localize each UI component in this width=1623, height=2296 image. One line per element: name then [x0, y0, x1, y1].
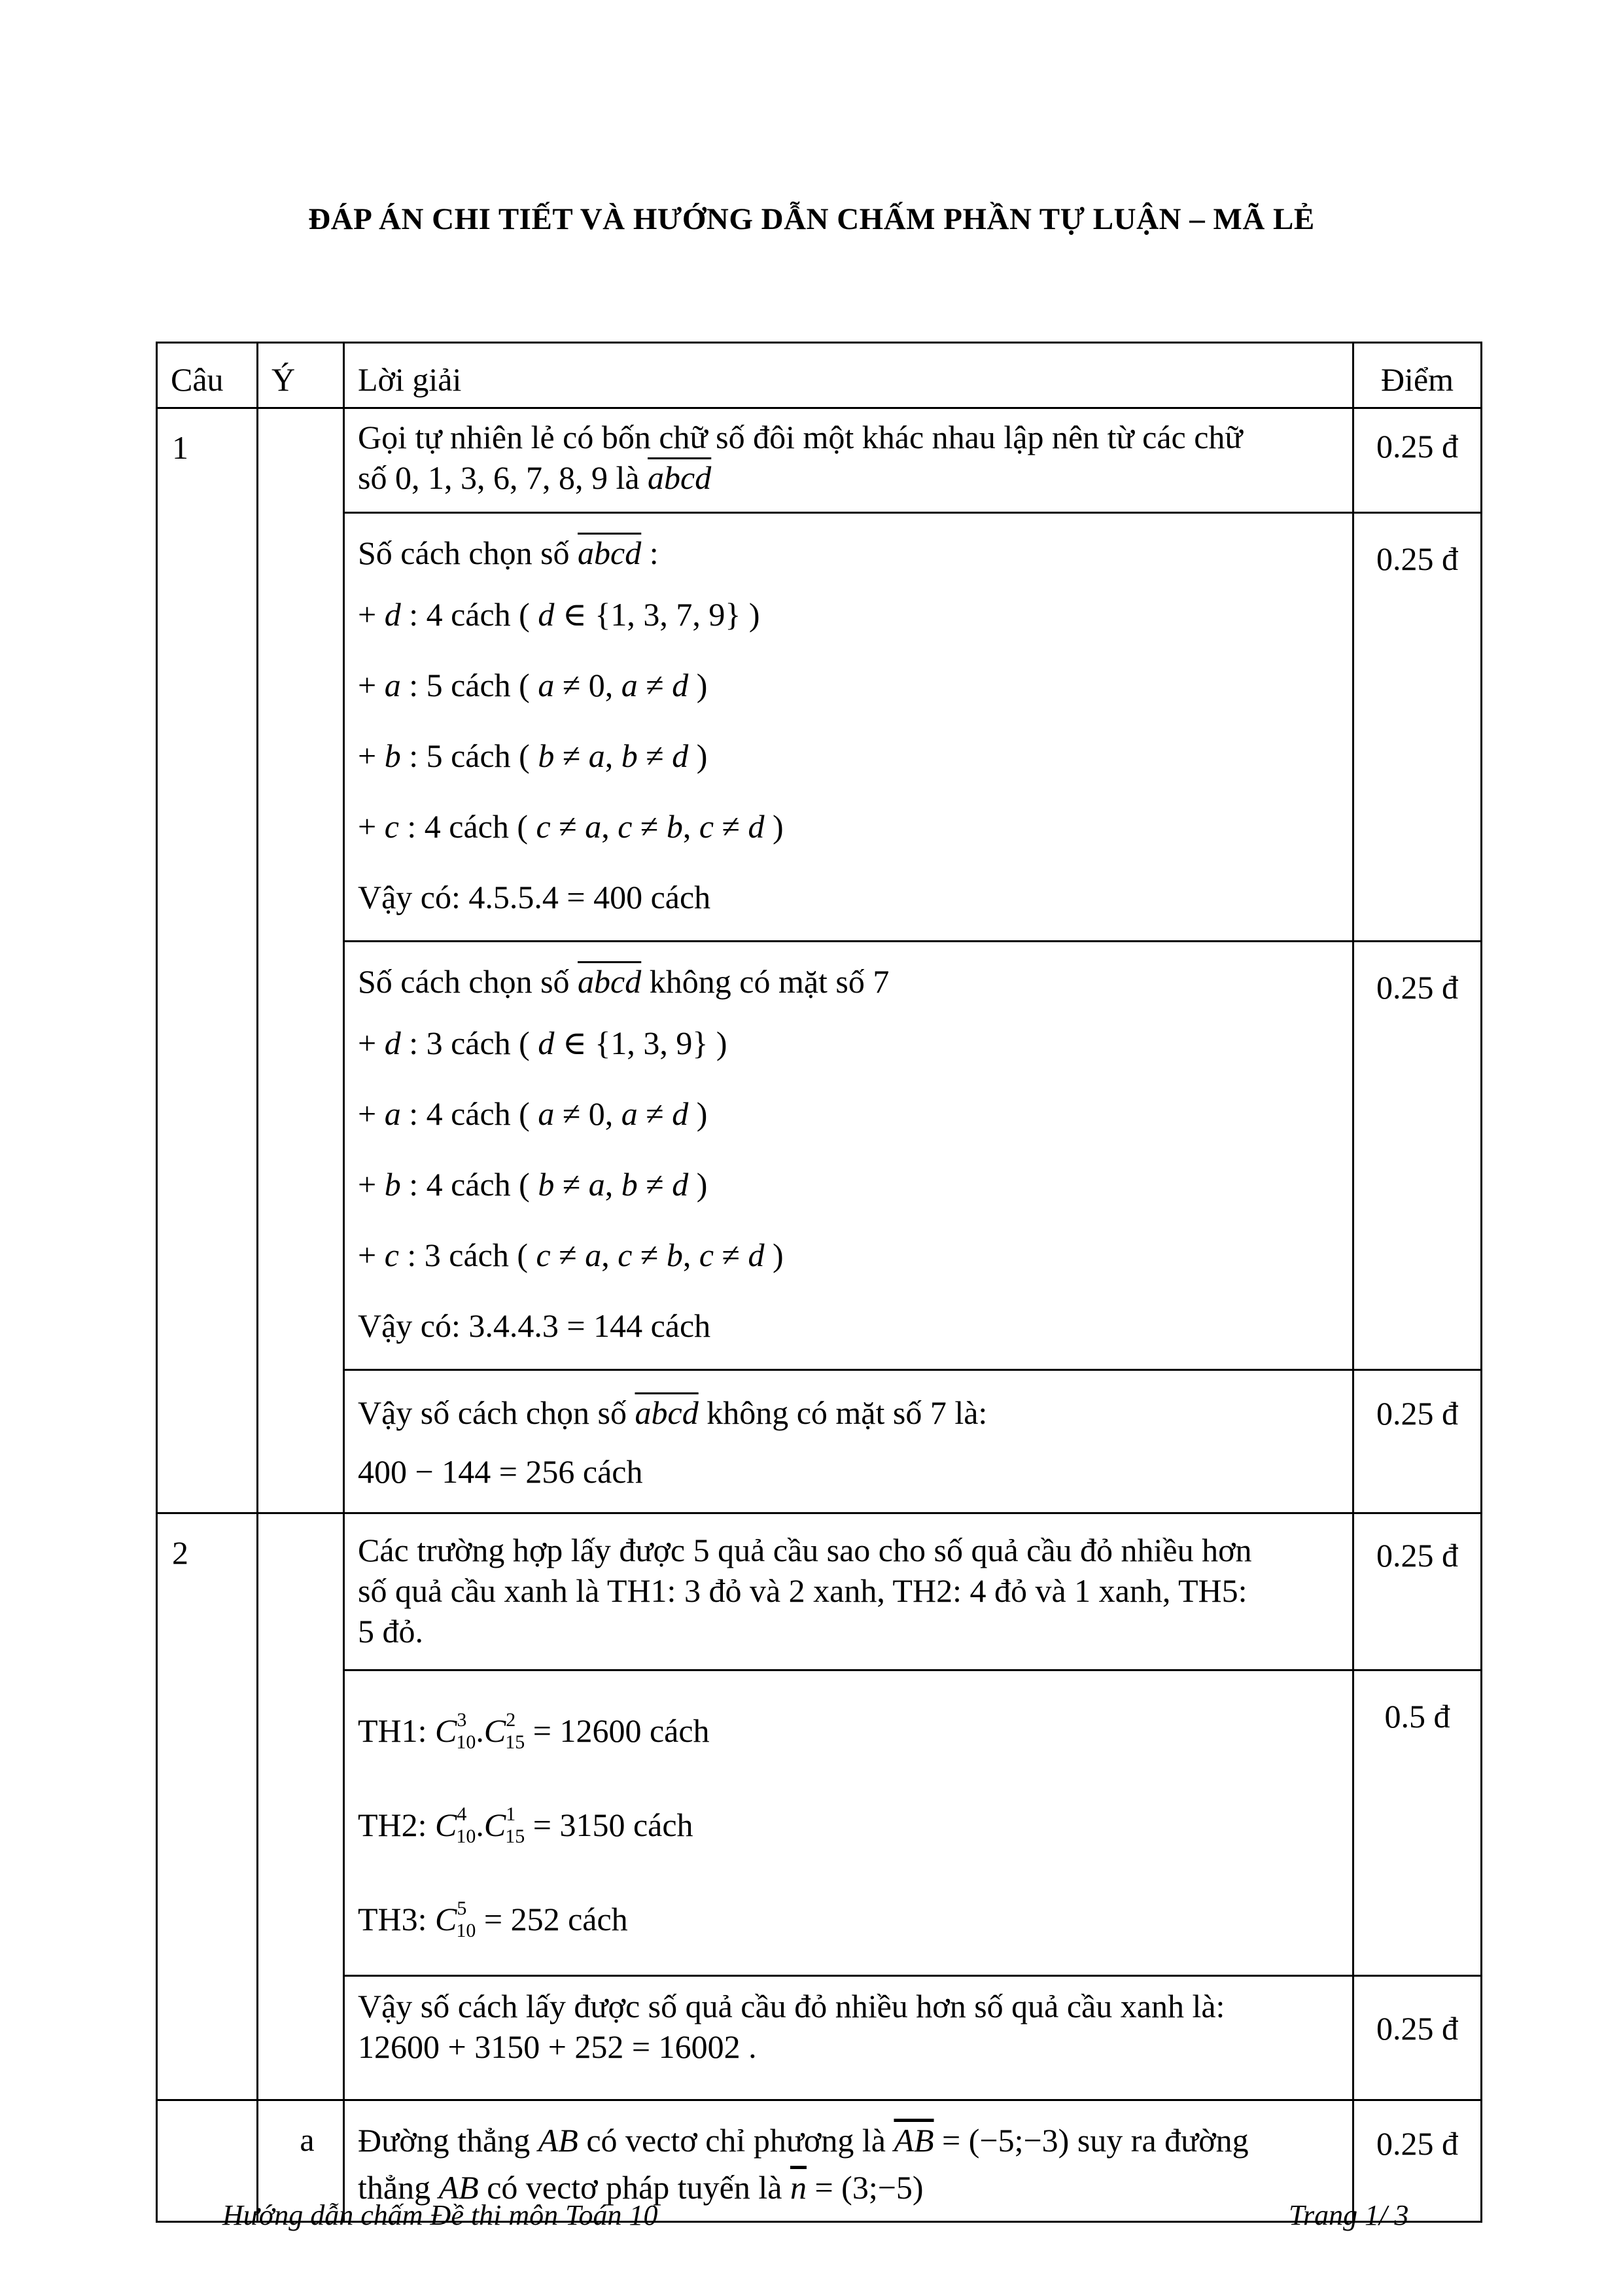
solution-line: TH1: $C^3_{10}.C^2_{15} = 12600$ cách: [358, 1709, 710, 1753]
footer-page-number: Trang 1/ 3: [1289, 2199, 1409, 2231]
solution-line: TH2: $C^4_{10}.C^1_{15} = 3150$ cách: [358, 1803, 693, 1847]
solution-line: + c : 4 cách ( c ≠ a, c ≠ b, c ≠ d ): [358, 808, 784, 845]
table-header-row: [157, 343, 1482, 408]
y-label: a: [258, 2100, 344, 2222]
y-label: [258, 408, 344, 1513]
solution-cell: [344, 513, 1353, 942]
solution-line: Số cách chọn số abcd :: [358, 535, 659, 571]
solution-cell: [344, 1976, 1353, 2100]
solution-line: + a : 5 cách ( a ≠ 0, a ≠ d ): [358, 667, 708, 703]
solution-line: 5 đỏ.: [358, 1613, 423, 1650]
solution-cell: [344, 408, 1353, 513]
score-cell: 0.25 đ: [1353, 513, 1482, 942]
solution-line: Vậy số cách lấy được số quả cầu đỏ nhiều hơn số quả cầu xanh là:: [358, 1988, 1225, 2024]
solution-line: Đường thẳng AB có vectơ chỉ phương là $\overline{AB}$ = (−5;−3) suy ra đường: [358, 2122, 1249, 2159]
solution-line: + c : 3 cách ( c ≠ a, c ≠ b, c ≠ d ): [358, 1237, 784, 1273]
solution-line: + d : 4 cách ( d ∈ {1, 3, 7, 9} ): [358, 596, 760, 633]
solution-line: 400 − 144 = 256 cách: [358, 1453, 643, 1490]
solution-line: + b : 5 cách ( b ≠ a, b ≠ d ): [358, 737, 708, 774]
header-cau: Câu: [157, 343, 258, 408]
header-loi-giai: Lời giải: [344, 343, 1353, 408]
score-cell: 0.25 đ: [1353, 1370, 1482, 1513]
score-cell: 0.25 đ: [1353, 2100, 1482, 2222]
solution-line: Vậy có: 3.4.4.3 = 144 cách: [358, 1307, 711, 1344]
score-cell: 0.25 đ: [1353, 1976, 1482, 2100]
table-row: [157, 513, 1482, 942]
table-row: [157, 1976, 1482, 2100]
solution-line: Các trường hợp lấy được 5 quả cầu sao cho số quả cầu đỏ nhiều hơn: [358, 1532, 1252, 1568]
solution-cell: [344, 942, 1353, 1370]
solution-line: + a : 4 cách ( a ≠ 0, a ≠ d ): [358, 1095, 708, 1132]
solution-cell: [344, 1670, 1353, 1976]
solution-line: + b : 4 cách ( b ≠ a, b ≠ d ): [358, 1166, 708, 1203]
solution-cell: [344, 1370, 1353, 1513]
score-cell: 0.5 đ: [1353, 1670, 1482, 1976]
table-row: [157, 1513, 1482, 1670]
table-row: [157, 408, 1482, 513]
score-cell: 0.25 đ: [1353, 408, 1482, 513]
solution-line: 12600 + 3150 + 252 = 16002 .: [358, 2028, 757, 2065]
solution-line: thẳng AB có vectơ pháp tuyến là $\overline{n}$ = (3;−5): [358, 2169, 924, 2206]
answer-table: [156, 342, 1482, 2223]
solution-line: + d : 3 cách ( d ∈ {1, 3, 9} ): [358, 1025, 727, 1061]
score-cell: 0.25 đ: [1353, 942, 1482, 1370]
solution-line: Vậy có: 4.5.5.4 = 400 cách: [358, 879, 711, 915]
cau-number: 1: [157, 408, 258, 1513]
solution-line: Gọi tự nhiên lẻ có bốn chữ số đôi một khác nhau lập nên từ các chữ: [358, 419, 1243, 455]
table-row: [157, 1670, 1482, 1976]
cau-number: 2: [157, 1513, 258, 2100]
solution-line: số quả cầu xanh là TH1: 3 đỏ và 2 xanh, TH2: 4 đỏ và 1 xanh, TH5:: [358, 1572, 1248, 1609]
score-cell: 0.25 đ: [1353, 1513, 1482, 1670]
solution-line: Vậy số cách chọn số abcd không có mặt số 7 là:: [358, 1394, 988, 1431]
y-label: [258, 1513, 344, 2100]
table-row: [157, 1370, 1482, 1513]
solution-line: Số cách chọn số abcd không có mặt số 7: [358, 963, 890, 1000]
table-row: [157, 942, 1482, 1370]
solution-line: TH3: $C^5_{10} = 252$ cách: [358, 1898, 628, 1941]
solution-cell: [344, 1513, 1353, 1670]
solution-line: số 0, 1, 3, 6, 7, 8, 9 là abcd: [358, 459, 712, 496]
header-diem: Điểm: [1353, 343, 1482, 408]
header-y: Ý: [258, 343, 344, 408]
footer-title: Hướng dẫn chấm Đề thi môn Toán 10: [222, 2199, 658, 2231]
document-title: ĐÁP ÁN CHI TIẾT VÀ HƯỚNG DẪN CHẤM PHẦN TỰ LUẬN – MÃ LẺ: [308, 202, 1315, 236]
